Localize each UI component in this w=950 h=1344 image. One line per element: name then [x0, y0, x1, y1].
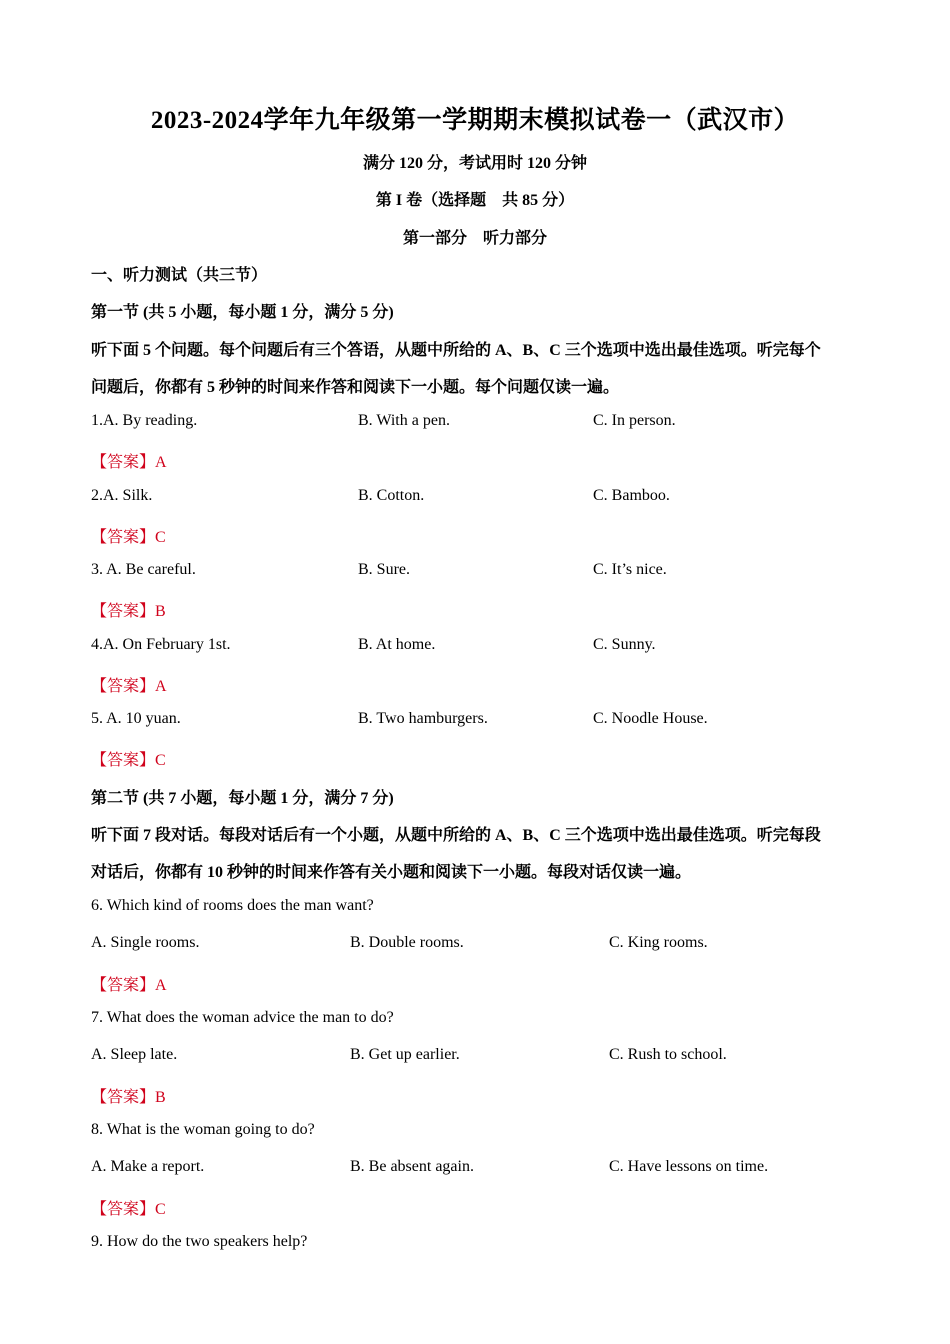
answer-label: 【答案】C [91, 529, 166, 546]
option-a: 2.A. Silk. [91, 487, 153, 504]
option-a: 4.A. On February 1st. [91, 636, 231, 653]
option-a: A. Single rooms. [91, 934, 200, 951]
option-a: 1.A. By reading. [91, 412, 198, 429]
option-b: B. Double rooms. [350, 934, 464, 951]
option-c: C. Rush to school. [609, 1046, 727, 1063]
answer-label: 【答案】C [91, 1201, 166, 1218]
option-b: B. At home. [358, 636, 436, 653]
question-text: 6. Which kind of rooms does the man want? [91, 897, 374, 914]
option-a: A. Sleep late. [91, 1046, 178, 1063]
option-b: B. Be absent again. [350, 1158, 474, 1175]
exam-subtitle: 满分 120 分，考试用时 120 分钟 [362, 155, 587, 172]
answer-label: 【答案】A [91, 454, 167, 471]
section1-instructions-line1: 听下面 5 个问题。每个问题后有三个答语，从题中所给的 A、B、C 三个选项中选出最佳选项。听完每个 [91, 342, 821, 359]
question-text: 7. What does the woman advice the man to do? [91, 1009, 394, 1026]
option-a: 5. A. 10 yuan. [91, 710, 181, 727]
section-heading: 一、听力测试（共三节） [91, 267, 268, 284]
option-a: 3. A. Be careful. [91, 561, 196, 578]
option-b: B. Get up earlier. [350, 1046, 460, 1063]
option-c: C. In person. [593, 412, 676, 429]
option-a: A. Make a report. [91, 1158, 205, 1175]
answer-label: 【答案】A [91, 977, 167, 994]
option-b: B. With a pen. [358, 412, 450, 429]
section2-instructions-line2: 对话后，你都有 10 秒钟的时间来作答有关小题和阅读下一小题。每段对话仅读一遍。 [91, 864, 692, 881]
option-c: C. King rooms. [609, 934, 708, 951]
volume-heading: 第 I 卷（选择题 共 85 分） [375, 192, 575, 209]
option-c: C. Bamboo. [593, 487, 670, 504]
section1-heading: 第一节 (共 5 小题，每小题 1 分，满分 5 分) [91, 304, 394, 321]
answer-label: 【答案】B [91, 603, 166, 620]
option-c: C. Sunny. [593, 636, 656, 653]
section2-instructions-line1: 听下面 7 段对话。每段对话后有一个小题，从题中所给的 A、B、C 三个选项中选出最佳选项。听完每段 [91, 827, 821, 844]
section2-heading: 第二节 (共 7 小题，每小题 1 分，满分 7 分) [91, 790, 394, 807]
option-b: B. Cotton. [358, 487, 425, 504]
answer-label: 【答案】A [91, 678, 167, 695]
option-c: C. Have lessons on time. [609, 1158, 769, 1175]
answer-label: 【答案】B [91, 1089, 166, 1106]
option-c: C. Noodle House. [593, 710, 708, 727]
question-text: 9. How do the two speakers help? [91, 1233, 308, 1250]
page-title: 2023-2024学年九年级第一学期期末模拟试卷一（武汉市） [150, 107, 800, 134]
question-text: 8. What is the woman going to do? [91, 1121, 315, 1138]
option-b: B. Sure. [358, 561, 410, 578]
section1-instructions-line2: 问题后，你都有 5 秒钟的时间来作答和阅读下一小题。每个问题仅读一遍。 [91, 379, 620, 396]
option-b: B. Two hamburgers. [358, 710, 488, 727]
part-heading: 第一部分 听力部分 [402, 230, 547, 247]
answer-label: 【答案】C [91, 752, 166, 769]
option-c: C. It’s nice. [593, 561, 667, 578]
